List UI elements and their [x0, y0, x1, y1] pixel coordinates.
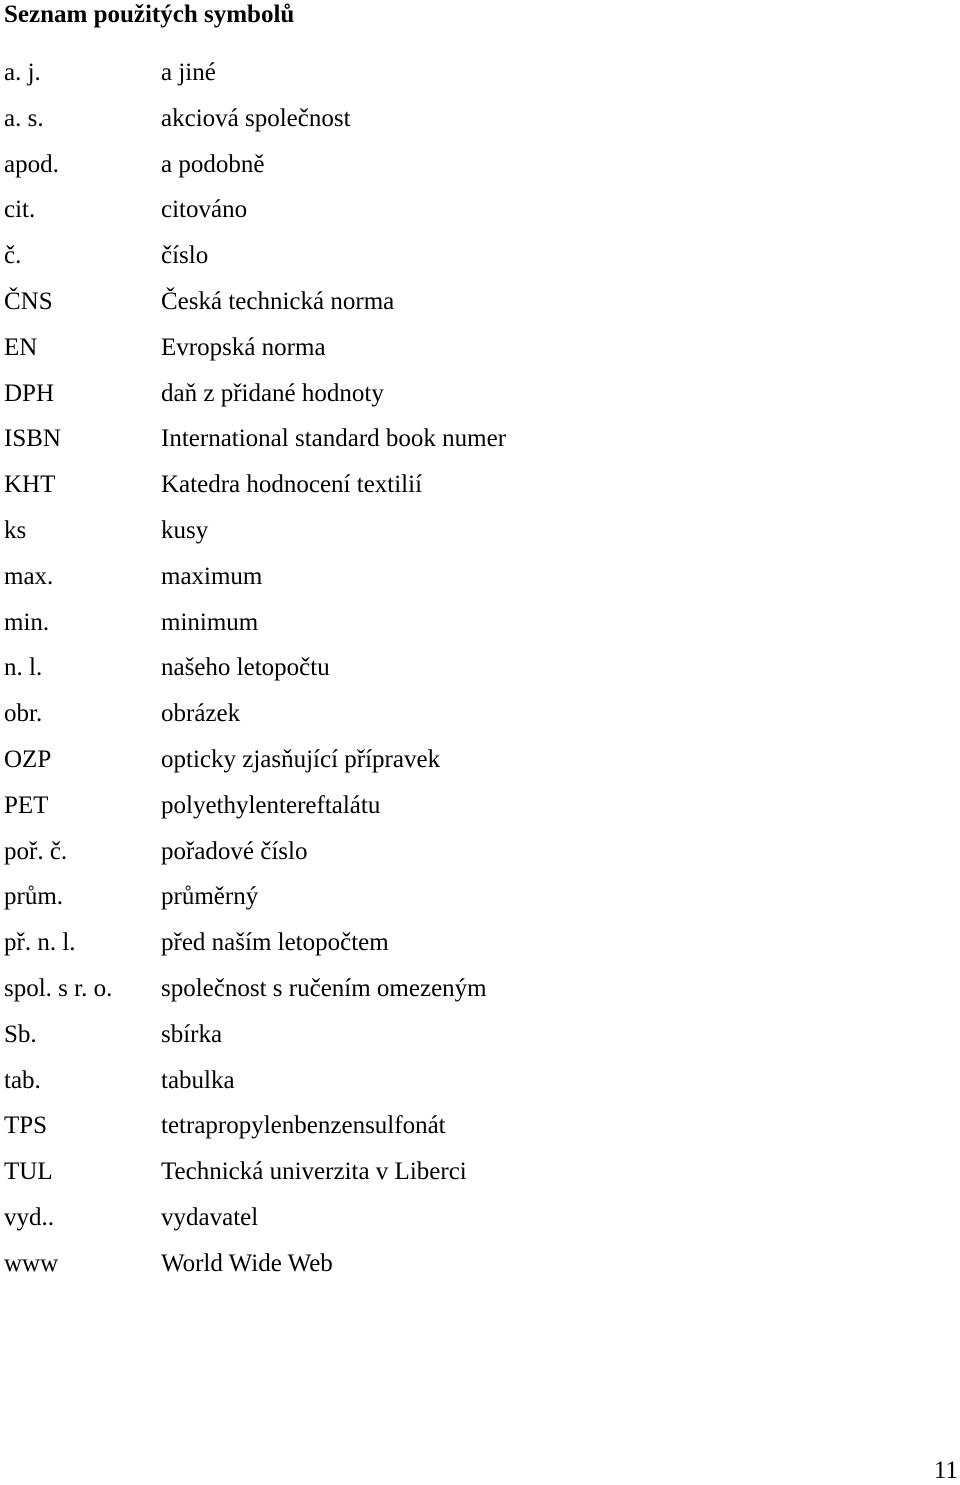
- abbreviation: č.: [4, 242, 22, 270]
- list-item: [4, 607, 904, 653]
- abbreviation-meaning: a jiné: [161, 59, 216, 86]
- list-item: [4, 423, 904, 469]
- list-item: [4, 790, 904, 836]
- abbreviation-meaning: World Wide Web: [161, 1249, 333, 1277]
- list-item: [4, 378, 904, 424]
- list-item: [4, 149, 904, 195]
- symbol-list: [4, 57, 904, 1294]
- list-item: [4, 1065, 904, 1111]
- abbreviation: tab.: [4, 1066, 41, 1094]
- abbreviation-meaning: průměrný: [161, 883, 259, 911]
- abbreviation: ISBN: [4, 425, 61, 453]
- abbreviation-meaning: vydavatel: [161, 1203, 259, 1231]
- list-item: [4, 469, 904, 515]
- abbreviation: obr.: [4, 700, 43, 728]
- abbreviation: cit.: [4, 196, 36, 224]
- list-item: [4, 836, 904, 882]
- abbreviation-meaning: sbírka: [161, 1020, 223, 1048]
- list-item: [4, 973, 904, 1019]
- abbreviation: DPH: [4, 379, 55, 407]
- abbreviation: apod.: [4, 150, 59, 178]
- abbreviation: KHT: [4, 471, 56, 499]
- abbreviation-meaning: Technická univerzita v Liberci: [161, 1158, 467, 1186]
- list-item: [4, 744, 904, 790]
- abbreviation: vyd..: [4, 1203, 54, 1231]
- abbreviation-meaning: International standard book numer: [161, 425, 507, 453]
- list-item: [4, 57, 904, 103]
- abbreviation: TUL: [4, 1158, 53, 1186]
- abbreviation: min.: [4, 608, 50, 636]
- abbreviation-meaning: tabulka: [161, 1066, 235, 1094]
- abbreviation: poř. č.: [4, 837, 68, 865]
- abbreviation-meaning: a podobně: [161, 150, 265, 178]
- list-item: [4, 1019, 904, 1065]
- abbreviation: a. s.: [4, 104, 44, 132]
- abbreviation: n. l.: [4, 654, 43, 682]
- abbreviation-meaning: tetrapropylenbenzensulfonát: [161, 1112, 446, 1140]
- list-item: [4, 652, 904, 698]
- abbreviation-meaning: našeho letopočtu: [161, 654, 330, 682]
- list-item: [4, 515, 904, 561]
- abbreviation-meaning: pořadové číslo: [161, 837, 308, 865]
- page-number: 11: [933, 1457, 958, 1484]
- list-item: [4, 1202, 904, 1248]
- abbreviation-meaning: obrázek: [161, 700, 241, 728]
- abbreviation-meaning: maximum: [161, 562, 263, 590]
- abbreviation: Sb.: [4, 1020, 37, 1048]
- list-item: [4, 1110, 904, 1156]
- abbreviation: ČNS: [4, 287, 53, 315]
- abbreviation-meaning: akciová společnost: [161, 104, 351, 132]
- abbreviation: OZP: [4, 745, 52, 773]
- abbreviation-meaning: číslo: [161, 242, 209, 270]
- list-item: [4, 240, 904, 286]
- page-title: Seznam použitých symbolů: [4, 1, 295, 28]
- abbreviation-meaning: kusy: [161, 516, 209, 544]
- list-item: [4, 332, 904, 378]
- abbreviation-meaning: daň z přidané hodnoty: [161, 379, 384, 407]
- abbreviation-meaning: před naším letopočtem: [161, 929, 389, 957]
- list-item: [4, 1248, 904, 1294]
- abbreviation: př. n. l.: [4, 929, 76, 957]
- abbreviation-meaning: citováno: [161, 196, 248, 224]
- list-item: [4, 698, 904, 744]
- list-item: [4, 1156, 904, 1202]
- list-item: [4, 103, 904, 149]
- list-item: [4, 927, 904, 973]
- abbreviation: spol. s r. o.: [4, 974, 113, 1002]
- abbreviation: EN: [4, 333, 38, 361]
- list-item: [4, 881, 904, 927]
- abbreviation-meaning: Katedra hodnocení textilií: [161, 471, 423, 499]
- abbreviation: TPS: [4, 1112, 48, 1140]
- abbreviation: PET: [4, 791, 49, 819]
- list-item: [4, 194, 904, 240]
- abbreviation-meaning: polyethylentereftalátu: [161, 791, 381, 819]
- list-item: [4, 561, 904, 607]
- abbreviation: prům.: [4, 883, 64, 911]
- abbreviation: ks: [4, 516, 27, 544]
- list-item: [4, 286, 904, 332]
- abbreviation-meaning: Evropská norma: [161, 333, 326, 361]
- abbreviation-meaning: opticky zjasňující přípravek: [161, 745, 441, 773]
- abbreviation-meaning: Česká technická norma: [161, 287, 395, 315]
- abbreviation: a. j.: [4, 59, 41, 86]
- abbreviation: max.: [4, 562, 54, 590]
- abbreviation: www: [4, 1249, 59, 1277]
- abbreviation-meaning: minimum: [161, 608, 259, 636]
- abbreviation-meaning: společnost s ručením omezeným: [161, 974, 487, 1002]
